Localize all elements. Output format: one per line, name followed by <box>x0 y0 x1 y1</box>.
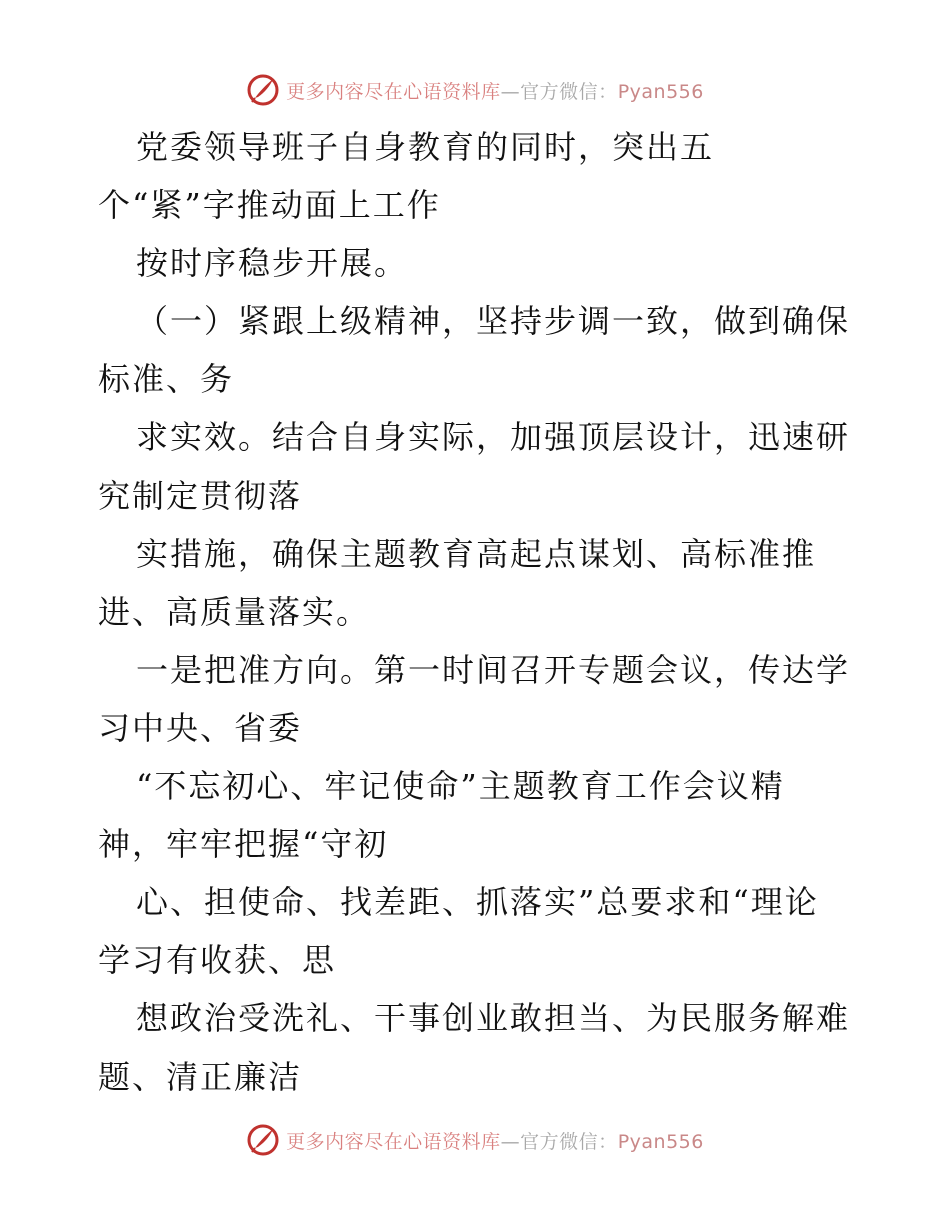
text-line: 进、高质量落实。 <box>98 592 371 631</box>
banner-brand: 更多内容尽在心语资料库 <box>286 1130 501 1153</box>
banner-separator: — <box>500 80 521 103</box>
text-line: “不忘初心、牢记使命”主题教育工作会议精 <box>136 767 785 806</box>
quill-logo-icon <box>246 1123 280 1157</box>
text-line: 按时序稳步开展。 <box>136 244 409 283</box>
text-line: 党委领导班子自身教育的同时，突出五 <box>136 128 715 166</box>
text-line: 标准、务 <box>98 360 235 399</box>
text-line: 求实效。结合自身实际，加强顶层设计，迅速研 <box>136 418 851 457</box>
text-line: 习中央、省委 <box>98 708 303 747</box>
text-line: 想政治受洗礼、干事创业敢担当、为民服务解难 <box>136 999 851 1038</box>
banner-wechat-label: 官方微信： <box>520 1130 618 1153</box>
banner-wechat-id: Pyan556 <box>617 80 704 103</box>
text-line: 实措施，确保主题教育高起点谋划、高标准推 <box>136 534 817 573</box>
text-line: 学习有收获、思 <box>98 941 337 980</box>
header-banner-text <box>286 77 704 104</box>
text-line: 究制定贯彻落 <box>98 476 303 515</box>
header-banner <box>0 70 950 110</box>
quill-logo-icon <box>246 73 280 107</box>
text-line: 神，牢牢把握“守初 <box>98 825 389 864</box>
footer-banner <box>0 1120 950 1160</box>
document-body <box>98 118 878 1106</box>
banner-separator: — <box>500 1130 521 1153</box>
text-line: 题、清正廉洁 <box>98 1057 303 1096</box>
text-line: 个“紧”字推动面上工作 <box>98 186 441 225</box>
text-line: 心、担使命、找差距、抓落实”总要求和“理论 <box>136 883 819 922</box>
footer-banner-text <box>286 1127 704 1154</box>
banner-wechat-label: 官方微信： <box>520 80 618 103</box>
banner-brand: 更多内容尽在心语资料库 <box>286 80 501 103</box>
banner-wechat-id: Pyan556 <box>617 1130 704 1153</box>
text-line: 一是把准方向。第一时间召开专题会议，传达学 <box>136 650 851 689</box>
text-line: （一）紧跟上级精神，坚持步调一致，做到确保 <box>136 302 851 341</box>
